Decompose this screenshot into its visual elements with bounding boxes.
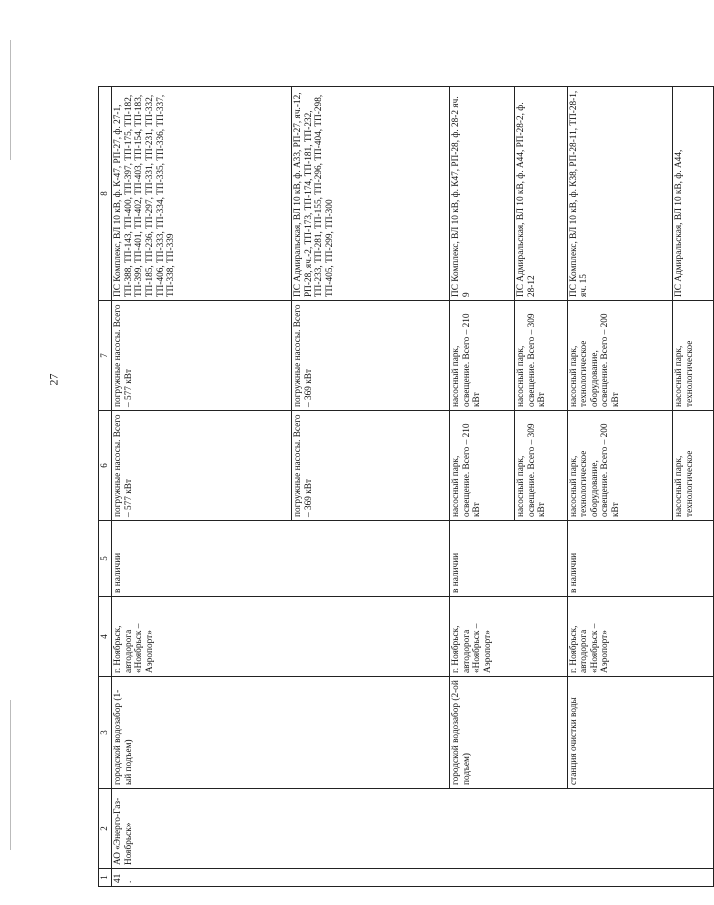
cell-col8: ПС Адмиральская, ВЛ 10 кВ, ф. А33, РП-27, яч.-12, РП-28, яч.-2, ТП-173, ТП-174, ТП-181, ТП-232, ТП-233, ТП-281, ТП-155, ТП-296, ТП-404, ТП-298, ТП-405, ТП-299, ТП-300 xyxy=(291,87,449,301)
cell-col8: ПС Адмиральская, ВЛ 10 кВ, ф. А44, xyxy=(673,87,714,301)
rotated-page xyxy=(98,87,714,887)
header-col-3: 3 xyxy=(99,677,112,789)
facility-status: в наличии xyxy=(450,521,567,597)
scan-edge-mark xyxy=(10,700,11,850)
facility-address: г. Ноябрьск, автодорога «Ноябрьск – Аэропорт» xyxy=(112,597,450,677)
header-col-8: 8 xyxy=(99,87,112,301)
facility-name: городской водозабор (1-ый подъем) xyxy=(112,677,450,789)
cell-col7: насосный парк, освещение. Всего – 210 кВт xyxy=(450,301,515,411)
cell-col7: насосный парк, технологическое xyxy=(673,301,714,411)
facility-name: городской водозабор (2-ой подъем) xyxy=(450,677,567,789)
cell-col6: погружные насосы. Всего – 369 кВт xyxy=(291,411,449,521)
cell-col7: насосный парк, технологическое оборудование, освещение. Всего – 200 кВт xyxy=(567,301,672,411)
cell-col6: насосный парк, технологическое оборудование, освещение. Всего – 200 кВт xyxy=(567,411,672,521)
header-row xyxy=(99,87,112,887)
cell-col8: ПС Комплекс, ВЛ 10 кВ, ф. К38, РП-28-11, ТП-28-1, яч. 15 xyxy=(567,87,672,301)
cell-col8: ПС Комплекс, ВЛ 10 кВ, ф. К-47, РП-27, ф. 27-1, ТП-388, ТП-143, ТП-400, ТП-397, ТП-175, ТП-182, ТП-399, ТП-401, ТП-402, ТП-403, ТП-154, ТП-183, ТП-185, ТП-236, ТП-297, ТП-331, ТП-231, ТП-332, ТП-406, ТП-333, ТП-334, ТП-335, ТП-336, ТП-337, ТП-338, ТП-339 xyxy=(112,87,292,301)
header-col-5: 5 xyxy=(99,521,112,597)
header-col-2: 2 xyxy=(99,789,112,869)
header-col-7: 7 xyxy=(99,301,112,411)
facility-address: г. Ноябрьск, автодорога «Ноябрьск – Аэропорт» xyxy=(450,597,567,677)
facility-name: станция очистки воды xyxy=(567,677,713,789)
facility-status: в наличии xyxy=(112,521,450,597)
cell-col7: насосный парк, освещение. Всего – 309 кВт xyxy=(514,301,567,411)
cell-col7: погружные насосы. Всего – 369 кВт xyxy=(291,301,449,411)
row-number: 41. xyxy=(112,869,714,887)
cell-col6: насосный парк, технологическое xyxy=(673,411,714,521)
cell-col6: насосный парк, освещение. Всего – 309 кВт xyxy=(514,411,567,521)
table-row xyxy=(112,87,292,887)
table-row xyxy=(450,87,515,887)
cell-col8: ПС Комплекс, ВЛ 10 кВ, ф. К47, РП-28, ф. 28-2 яч. 9 xyxy=(450,87,515,301)
page-number: 27 xyxy=(46,373,61,386)
cell-col6: погружные насосы. Всего – 577 кВт xyxy=(112,411,292,521)
cell-col7: погружные насосы. Всего – 577 кВт xyxy=(112,301,292,411)
table-row xyxy=(567,87,672,887)
header-col-6: 6 xyxy=(99,411,112,521)
facilities-table xyxy=(98,86,714,887)
cell-col8: ПС Адмиральская, ВЛ 10 кВ, ф. А44, РП-28-2, ф. 28-12 xyxy=(514,87,567,301)
scan-edge-mark xyxy=(10,40,11,160)
facility-status: в наличии xyxy=(567,521,713,597)
organization-cell: АО «Энерго-Газ-Ноябрьск» xyxy=(112,789,714,869)
header-col-1: 1 xyxy=(99,869,112,887)
header-col-4: 4 xyxy=(99,597,112,677)
facility-address: г. Ноябрьск, автодорога «Ноябрьск – Аэропорт» xyxy=(567,597,713,677)
cell-col6: насосный парк, освещение. Всего – 210 кВт xyxy=(450,411,515,521)
